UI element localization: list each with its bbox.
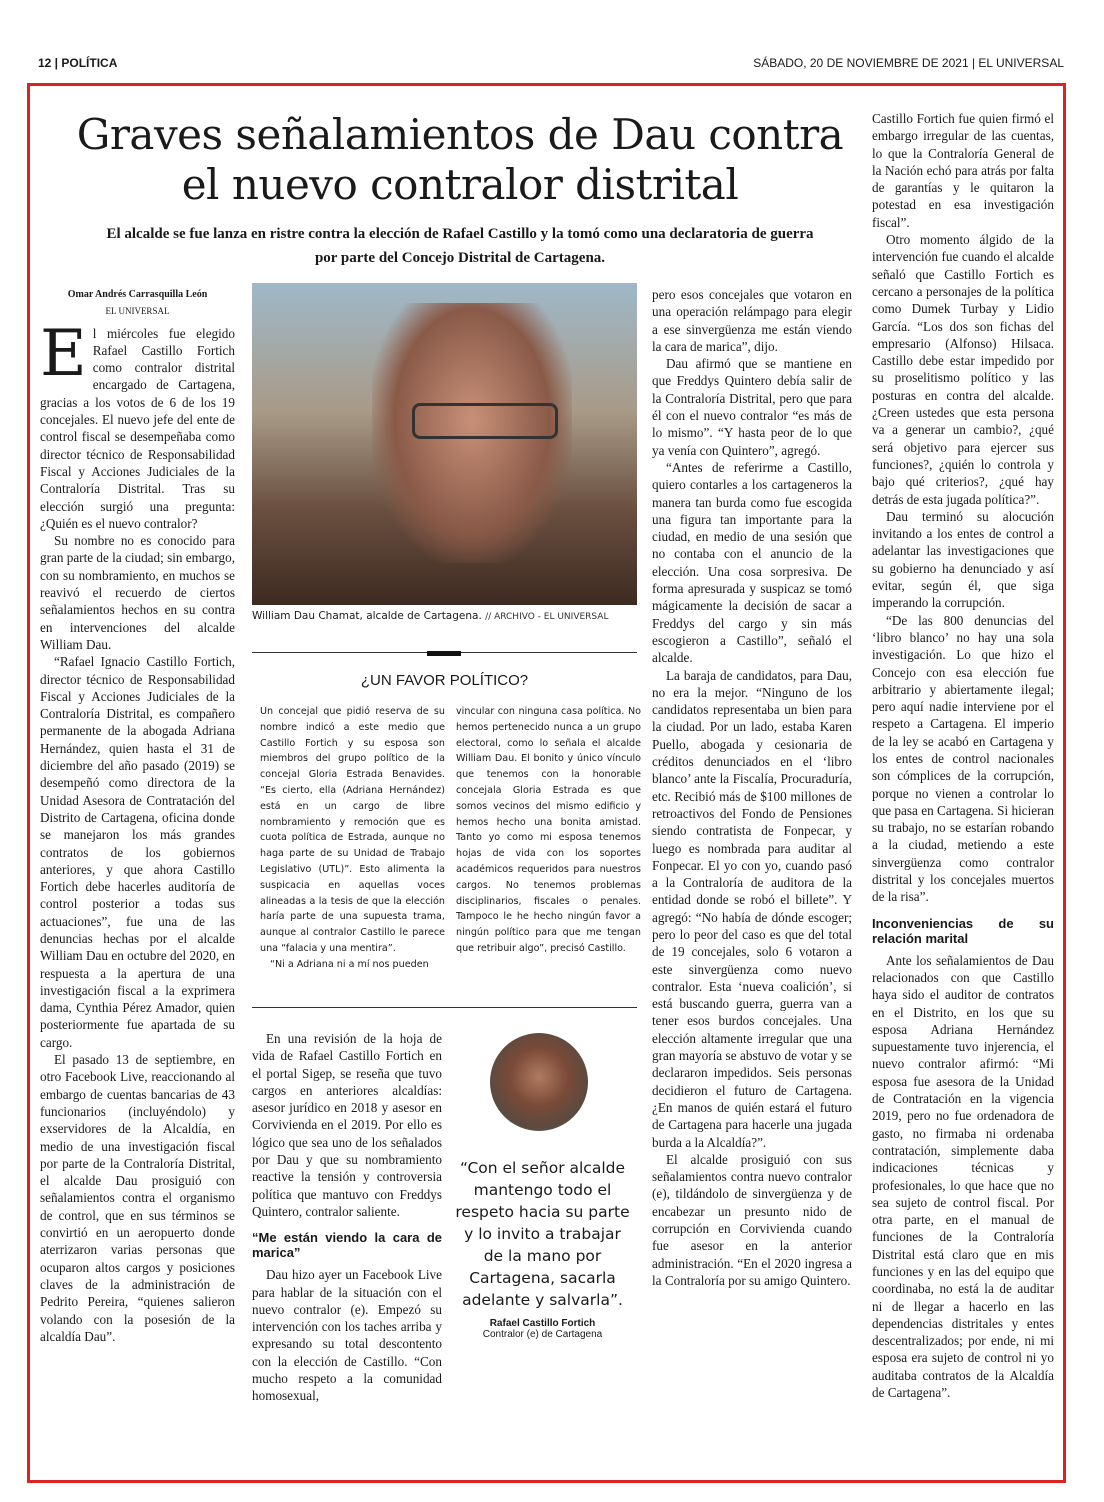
box-bottom-rule <box>252 1007 637 1008</box>
paragraph: Otro momento álgido de la intervención fue cuando el alcalde señaló que Castillo Fortich es cercano a personajes de la política como Dumek Turbay y Lidio García. “Los dos son fichas del empresario (Alfonso) Hilsaca. Castillo debe estar impedido por su proselitismo político y las posturas en contra del alcalde. ¿Creen ustedes que esta persona va a generar un cambio?, ¿qué será objetivo para ejercer sus funciones?, ¿quién lo controla y bajo qué criterios?, ¿qué hay detrás de esta jugada política?”. <box>872 232 1054 507</box>
box-column-right <box>456 704 641 957</box>
sidebar-box <box>252 652 641 1012</box>
box-title: ¿UN FAVOR POLÍTICO? <box>360 672 529 689</box>
dropcap: E <box>40 316 87 391</box>
issue-date: SÁBADO, 20 DE NOVIEMBRE DE 2021 | EL UNIVERSAL <box>753 56 1064 70</box>
box-paragraph: Un concejal que pidió reserva de su nombre indicó a este medio que Castillo Fortich y su esposa son miembros del grupo político de la concejal Gloria Estrada Benavides. “Es cierto, ella (Adriana Hernández) está en un cargo de libre nombramiento y remoción que es cuota política de Estrada, aunque no haga parte de su Unidad de Trabajo Legislativo (UTL)”. Esto alimenta la suspicacia en aquellas voces alineadas a la tesis de que la elección haría parte de una supuesta trama, aunque al contralor Castillo le parece una “falacia y una mentira”. <box>260 706 445 954</box>
byline <box>40 286 235 321</box>
paragraph: Dau terminó su alocución invitando a los entes de control a adelantar las investigaciones que su gobierno ha denunciado y así evitar, según él, que siga imperando la corrupción. <box>872 508 1054 611</box>
caption-text: William Dau Chamat, alcalde de Cartagena. <box>252 610 482 622</box>
subhead-2: Inconveniencias de su relación marital <box>872 915 1054 946</box>
photo-caption <box>252 610 637 622</box>
section-label: 12 | POLÍTICA <box>38 56 118 70</box>
box-tick <box>427 651 461 656</box>
photo-william-dau <box>252 283 637 605</box>
quote-attribution <box>455 1318 630 1340</box>
paragraph: Ante los señalamientos de Dau relacionados con que Castillo haya sido el auditor de contratos en el Distrito, en los que su esposa Adriana Hernández supuestamente tuvo injerencia, el nuevo contralor afirmó: “Mi esposa fue asesora de la Unidad de Contratación en la vigencia 2019, pero no fue ordenadora de gasto, no firmaba ni ordenaba contratación, simplemente daba indicaciones técnicas y profesionales, lo que hace que no sea sujeto de control fiscal. Por otra parte, en el manual de funciones de la Contraloría Distrital está claro que en mis funciones y en las del equipo que coordinaba, no está la de auditar ni de llegar a hacerlo en las dependencias distritales y entes descentralizados; por ende, ni mi esposa era sujeto de control ni yo auditaba contratos de la Alcaldía de Cartagena”. <box>872 952 1054 1401</box>
paragraph: Dau afirmó que se mantiene en que Freddys Quintero debía salir de la Contraloría Distrital, pero que para él con el nuevo contralor “es más de lo mismo”. “Y hasta peor de lo que ya venía con Quintero”, agregó. <box>652 356 852 458</box>
paragraph: La baraja de candidatos, para Dau, no era la mejor. “Ninguno de los candidatos representaba un bien para la ciudad. Por un lado, estaba Karen Puello, abogada y cesionaria de créditos denunciados en el ‘libro blanco’ ante la Fiscalía, Procuraduría, etc. Recibió más de $100 millones de retroactivos del Fondo de Pensiones siendo contratista de Fonpecar, y luego es nombrada para auditar al Fonpecar. El yo con yo, cuando pasó a la Contraloría de auditora de la entidad donde se robó el billete”. Y agregó: “No había de dónde escoger; pero lo peor del caso es que del total de 19 concejales, solo 6 votaron a este sinvergüenza como nuevo contralor. Esta ‘nueva coalición’, si está buscando guerra, guerra van a tener esos burdos concejales. Una elección altamente irregular que una gran mayoría se abstuvo de votar y se declararon impedidos. Seis personas decidieron el futuro de Cartagena. ¿En manos de quién estará el futuro de Cartagena para hacerle una jugada burda a la Alcaldía?”. <box>652 667 852 1150</box>
page-header <box>38 52 1064 72</box>
column-3 <box>652 286 852 1289</box>
headline: Graves señalamientos de Dau contra el nuevo contralor distrital <box>76 110 844 209</box>
avatar <box>490 1033 588 1131</box>
paragraph: El pasado 13 de septiembre, en otro Facebook Live, reaccionando al embargo de cuentas bancarias de 43 funcionarios (incluyéndolo) y exservidores de la Alcaldía, en medio de una investigación fiscal por parte de la Contraloría Distrital, el alcalde Dau prosiguió con señalamientos contra el organismo de control, que en sus términos se convirtió en un aeropuerto donde aterrizaron varias personas que ocuparon altos cargos y posiciones claves de la administración de Pedrito Pereira, “quienes salieron volando con la posesión de la alcaldía Dau”. <box>40 1052 235 1344</box>
paragraph: pero esos concejales que votaron en una operación relámpago para elegir a ese sinvergüenza me están viendo la cara de marica”, dijo. <box>652 287 852 354</box>
paragraph: “Rafael Ignacio Castillo Fortich, director técnico de Responsabilidad Fiscal y Acciones Judiciales de la Contraloría Distrital, es compañero permanente de la abogada Adriana Hernández, quien hasta el 31 de diciembre del año pasado (2019) se desempeñó como directora de la Unidad Asesora de Contratación del Distrito de Cartagena, oficina donde se manejaron los más grandes contratos de los gobiernos anteriores, y que ahora Castillo Fortich debe hacerles auditoría de control posterior a todas sus actuaciones”, fue una de las denuncias hechas por el alcalde William Dau en octubre del 2020, en respuesta a la apertura de una investigación fiscal a la exprimera dama, Cynthia Pérez Amador, quien posteriormente fue apartada de su cargo. <box>40 654 235 1050</box>
deck: El alcalde se fue lanza en ristre contra la elección de Rafael Castillo y la tomó como una declaratoria de guerra por parte del Concejo Distrital de Cartagena. <box>106 226 814 266</box>
caption-credit: // ARCHIVO - EL UNIVERSAL <box>485 612 609 622</box>
pull-quote: “Con el señor alcalde mantengo todo el respeto hacia su parte y lo invito a trabajar de la mano por Cartagena, sacarla adelante y salvarla”. <box>455 1159 630 1309</box>
paragraph: “De las 800 denuncias del ‘libro blanco’ no hay una sola investigación. Lo que hizo el Concejo con esa elección fue arbitrario y abiertamente ilegal; pero aquí nadie interviene por el respeto a Cartagena. El imperio de la ley se acabó en Cartagena y los entes de control nacionales son cómplices de la corrupción, porque no vienen a controlar lo que pasa en Cartagena. Si hicieran su trabajo, no se estarían robando a la ciudad, metiendo a este sinvergüenza como contralor distrital y los concejales muertos de la risa”. <box>872 612 1054 905</box>
quote-name: Rafael Castillo Fortich <box>489 1318 596 1329</box>
column-1 <box>40 286 235 1345</box>
byline-org: EL UNIVERSAL <box>105 306 170 317</box>
box-column-left <box>260 704 445 973</box>
glasses-shape <box>412 403 558 439</box>
byline-author: Omar Andrés Carrasquilla León <box>67 289 208 300</box>
paragraph: En una revisión de la hoja de vida de Rafael Castillo Fortich en el portal Sigep, se reseña que tuvo cargos en anteriores alcaldías: asesor jurídico en 2018 y asesor en Corvivienda en el 2019. Por ello es lógico que sea uno de los señalados por Dau y que su nombramiento reactive la tensión y controversia política que mantuvo con Freddys Quintero, contralor saliente. <box>252 1031 442 1219</box>
paragraph: l miércoles fue elegido Rafael Castillo Fortich como contralor distrital encargado de Cartagena, gracias a los votos de 6 de los 19 concejales. El nuevo jefe del ente de control fiscal se desempeñaba como director técnico de Responsabilidad Fiscal y Acciones Judiciales de la Contraloría Distrital. Tras su elección surgió una pregunta: ¿Quién es el nuevo contralor? <box>40 325 235 531</box>
paragraph: Dau hizo ayer un Facebook Live para hablar de la situación con el nuevo contralor (e). Empezó su intervención con los taches arriba y expresando su total descontento con la elección de Castillo. “Con mucho respeto a la comunidad homosexual, <box>252 1267 442 1404</box>
paragraph: “Antes de referirme a Castillo, quiero contarles a los cartageneros la manera tan burda como fue escogida una figura tan importante para la ciudad, en medio de una sesión que no contaba con el anuncio de la elección. Una cosa sorpresiva. De forma apresurada y suspicaz se tomó mágicamente la decisión de sacar a Freddys del cargo y sin más escogieron a Castillo”, señaló el alcalde. <box>652 459 852 666</box>
quote-role: Contralor (e) de Cartagena <box>482 1329 603 1340</box>
subhead-1: “Me están viendo la cara de marica” <box>252 1230 442 1261</box>
box-paragraph: “Ni a Adriana ni a mí nos pueden <box>270 958 429 970</box>
column-2 <box>252 1030 442 1405</box>
column-4 <box>872 110 1054 1401</box>
box-paragraph: vincular con ninguna casa política. No hemos pertenecido nunca a un grupo electoral, como lo señala el alcalde William Dau. El bonito y único vínculo que tenemos con la honorable concejala Gloria Estrada es que somos vecinos del mismo edificio y hemos hecho una bonita amistad. Tanto yo como mi esposa tenemos hojas de vida con los soportes académicos requeridos para nuestros cargos. No tenemos problemas disciplinarios, fiscales o penales. Tampoco le he hecho ningún favor a ningún político para que me tengan que retribuir algo”, precisó Castillo. <box>456 706 641 954</box>
paragraph: Castillo Fortich fue quien firmó el embargo irregular de las cuentas, lo que la Contraloría General de la Nación echó para atrás por falta de garantías y le quitaron la potestad en esa investigación fiscal”. <box>872 111 1054 230</box>
paragraph: Su nombre no es conocido para gran parte de la ciudad; sin embargo, con su nombramiento, en muchos se reavivó el recuerdo de ciertos señalamientos hechos en su contra en intervenciones del alcalde William Dau. <box>40 533 235 652</box>
paragraph: El alcalde prosiguió con sus señalamientos contra nuevo contralor (e), tildándolo de sinvergüenza y de encabezar un presunto nido de corrupción en Corvivienda cuando fue asesor en la anterior administración. “En el 2020 ingresa a la Contraloría por su amigo Quintero. <box>652 1151 852 1288</box>
